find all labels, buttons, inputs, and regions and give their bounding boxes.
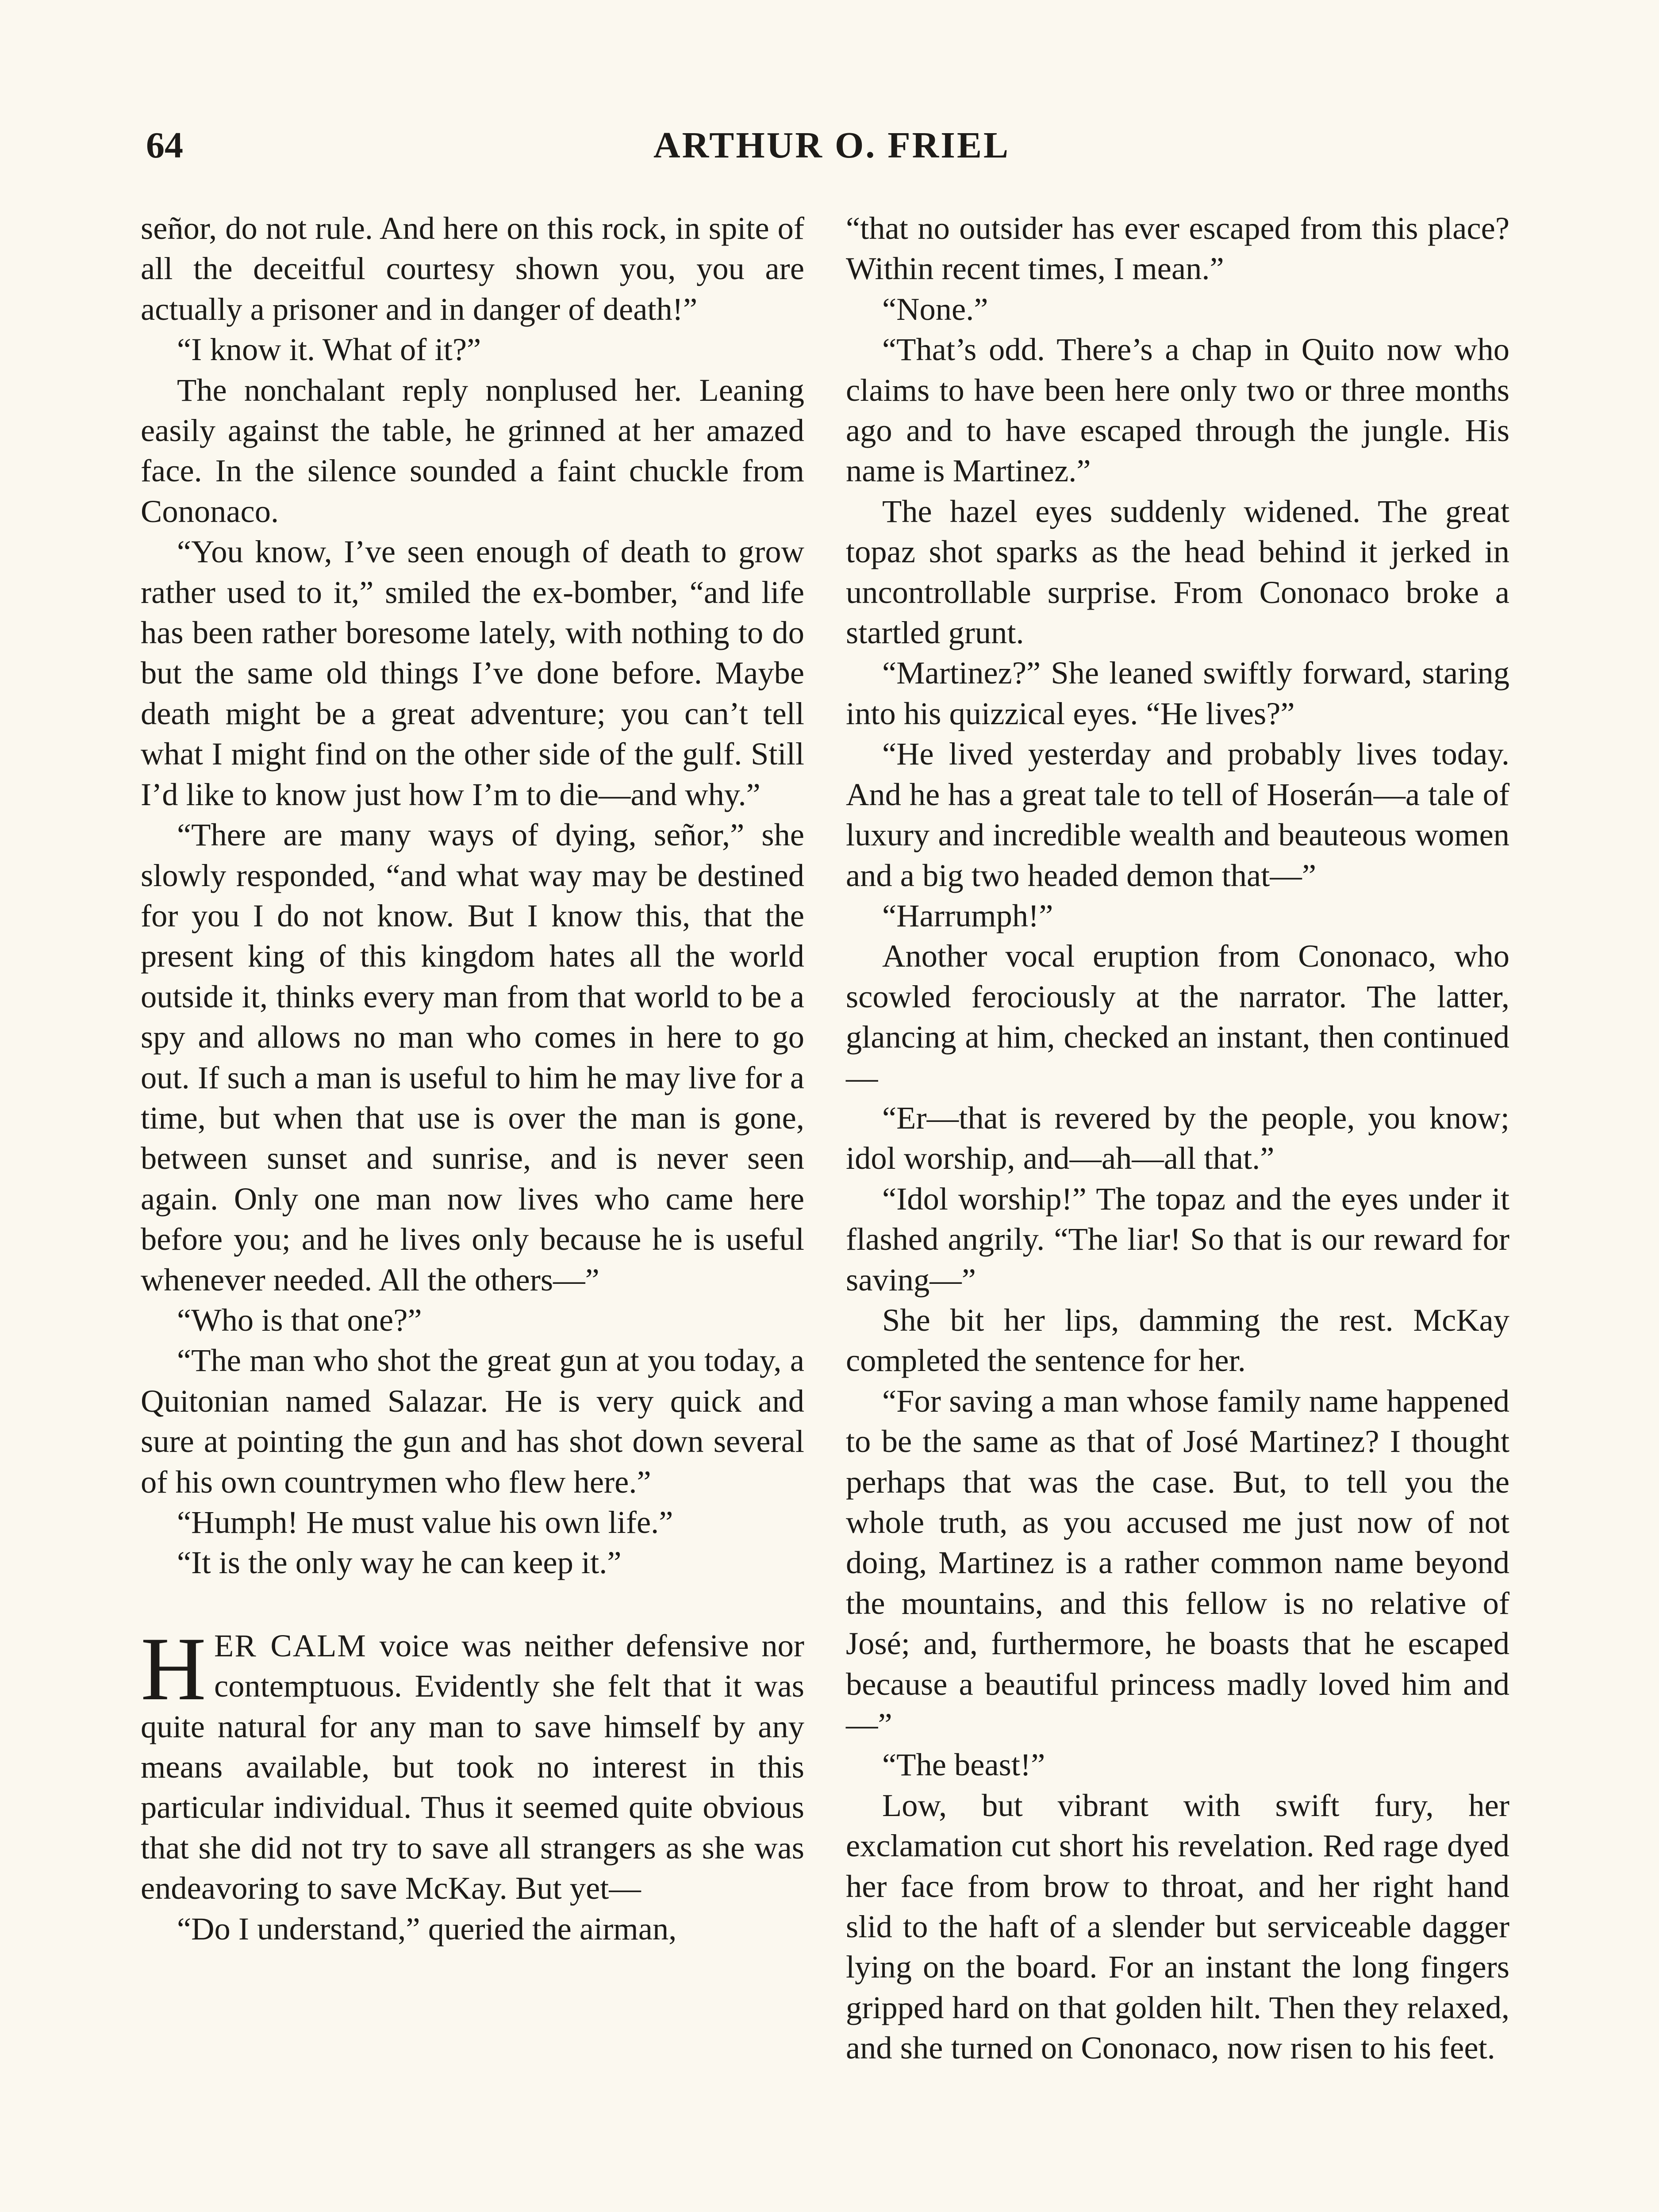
paragraph: “You know, I’ve seen enough of death to grow rather used to it,” smiled the ex-bomber, “and life has been rather boresome lately, with nothing to do but the same old things I’ve done before. Maybe death might be a great adventure; you can’t tell what I might find on the other side of the gulf. Still I’d like to know just how I’m to die—and why.” [141,534,804,812]
paragraph: “Who is that one?” [177,1302,422,1338]
paragraph: “The man who shot the great gun at you today, a Quitonian named Salazar. He is very quick and sure at pointing the gun and has shot down several of his own countrymen who flew here.” [141,1342,804,1500]
paragraph: “that no outsider has ever escaped from this place? Within recent times, I mean.” [846,210,1509,287]
paragraph: “Er—that is revered by the people, you know; idol worship, and—ah—all that.” [846,1099,1509,1176]
drop-cap: H [141,1618,207,1719]
paragraph: “That’s odd. There’s a chap in Quito now who claims to have been here only two or three months ago and to have escaped through the jungle. His name is Martinez.” [846,331,1509,489]
lead-in-small-caps: ER CALM [214,1627,367,1663]
running-head: ARTHUR O. FRIEL [653,125,1010,166]
paragraph: The hazel eyes suddenly widened. The great topaz shot sparks as the head behind it jerked in uncontrollable surprise. From Cononaco broke a startled grunt. [846,493,1509,651]
page-header [146,124,1517,177]
paragraph: “There are many ways of dying, señor,” she slowly responded, “and what way may be destined for you I do not know. But I know this, that the present king of this kingdom hates all the world outside it, thinks every man from that world to be a spy and allows no man who comes in here to go out. If such a man is useful to him he may live for a time, but when that use is over the man is gone, between sunset and sunrise, and is never seen again. Only one man now lives who came here before you; and he lives only because he is useful whenever needed. All the others—” [141,817,804,1298]
paragraph: Another vocal eruption from Cononaco, who scowled ferociously at the narrator. The latter, glancing at him, checked an instant, then continued— [846,938,1509,1095]
page-number: 64 [146,125,183,166]
paragraph: “I know it. What of it?” [177,331,481,368]
paragraph: “Martinez?” She leaned swiftly forward, staring into his quizzical eyes. “He lives?” [846,655,1509,731]
paragraph: “For saving a man whose family name happened to be the same as that of José Martinez? I thought perhaps that was the case. But, to tell you the whole truth, as you accused me just now of not doing, Martinez is a rather common name beyond the mountains, and this fellow is no relative of José; and, furthermore, he boasts that he escaped because a beautiful princess madly loved him and—” [846,1382,1509,1743]
paragraph: “It is the only way he can keep it.” [177,1544,622,1581]
paragraph: señor, do not rule. And here on this rock, in spite of all the deceitful courtesy shown you, you are actually a prisoner and in danger of death!” [141,210,804,327]
paragraph: “None.” [882,291,988,327]
left-column [141,208,804,1949]
paragraph: “The beast!” [882,1747,1045,1783]
paragraph: “Humph! He must value his own life.” [177,1504,673,1540]
paragraph: “Idol worship!” The topaz and the eyes under it flashed angrily. “The liar! So that is our reward for saving—” [846,1180,1509,1298]
paragraph: “Do I understand,” queried the airman, [177,1910,677,1947]
paragraph: Low, but vibrant with swift fury, her exclamation cut short his revelation. Red rage dyed her face from brow to throat, and her right hand slid to the haft of a slender but serviceable dagger lying on the board. For an instant the long fingers gripped hard on that golden hilt. Then they relaxed, and she turned on Cononaco, now risen to his feet. [846,1787,1509,2066]
right-column [846,208,1509,2068]
dropcap-paragraph [141,1618,805,1909]
section-break [141,1583,804,1625]
paragraph: “Harrumph!” [882,897,1053,933]
paragraph: “He lived yesterday and probably lives today. And he has a great tale to tell of Hoserán—a tale of luxury and incredible wealth and beauteous women and a big two headed demon that—” [846,736,1509,893]
paragraph: She bit her lips, damming the rest. McKay completed the sentence for her. [846,1302,1509,1379]
paragraph: The nonchalant reply nonplused her. Leaning easily against the table, he grinned at her amazed face. In the silence sounded a faint chuckle from Cononaco. [141,372,804,529]
dropcap-paragraph-text: voice was neither defensive nor contemptuous. Evidently she felt that it was quite natural for any man to save himself by any means available, but took no interest in this particular individual. Thus it seemed quite obvious that she did not try to save all strangers as she was endeavoring to save McKay. But yet— [141,1627,805,1906]
